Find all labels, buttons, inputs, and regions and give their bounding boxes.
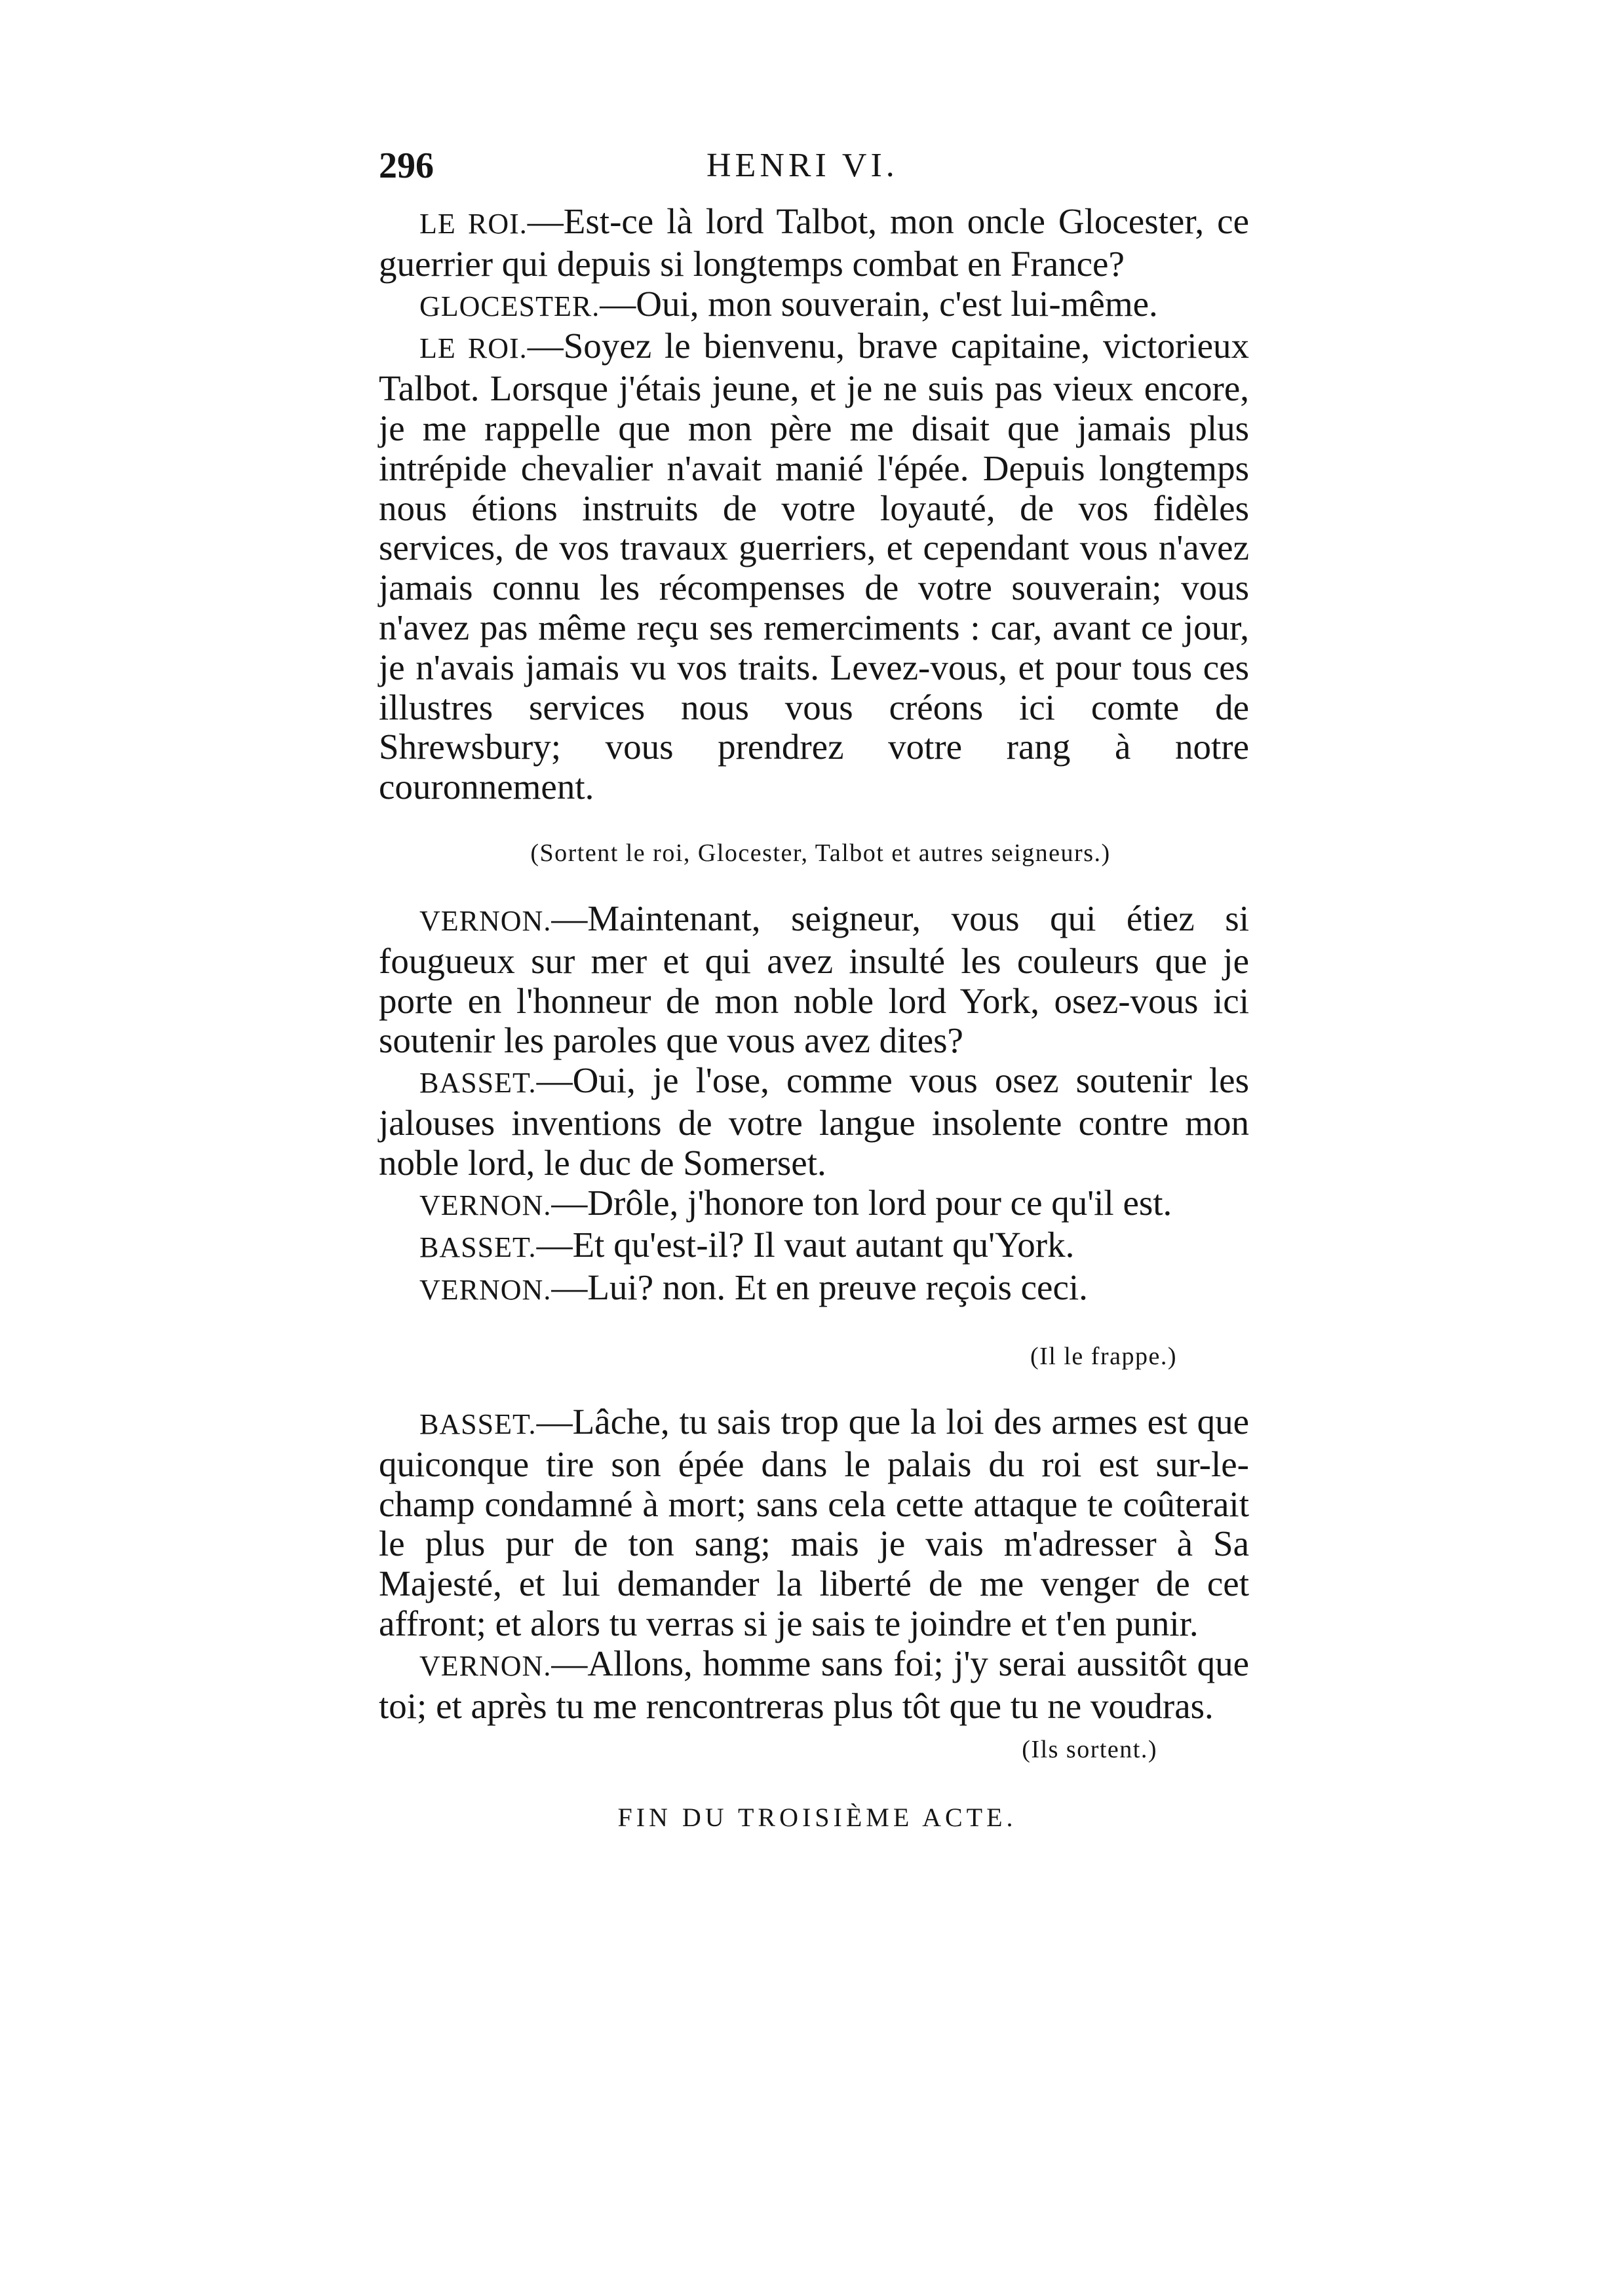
speaker-name: VERNON.: [419, 1274, 552, 1307]
speech-text: —Soyez le bienvenu, brave capitaine, victorieux Talbot. Lorsque j'étais jeune, et je ne suis pas vieux encore, je me rappelle que mon père me disait que jamais plus intrépide chevalier n'avait manié l'épée. Depuis longtemps nous étions instruits de votre loyauté, de vos fidèles services, de vos travaux guerriers, et cependant vous n'avez jamais connu les récompenses de votre souverain; vous n'avez pas même reçu ses remerciments : car, avant ce jour, je n'avais jamais vu vos traits. Levez-vous, et pour tous ces illustres services nous vous créons ici comte de Shrewsbury; vous prendrez votre rang à notre couronnement.: [379, 326, 1249, 807]
act-end-line: FIN DU TROISIÈME ACTE.: [617, 1803, 1017, 1833]
speech-text: —Lui? non. Et en preuve reçois ceci.: [551, 1267, 1088, 1308]
dialogue-paragraph: [379, 1268, 1249, 1311]
speech-text: —Et qu'est-il? Il vaut autant qu'York.: [536, 1225, 1075, 1265]
dialogue-paragraph: [379, 1061, 1249, 1183]
speaker-name: BASSET.: [419, 1231, 537, 1264]
speaker-name: BASSET.: [419, 1407, 537, 1440]
speaker-name: VERNON.: [419, 1649, 552, 1682]
speech-text: —Est-ce là lord Talbot, mon oncle Glocester, ce guerrier qui depuis si longtemps combat en France?: [379, 201, 1250, 284]
speech-text: —Allons, homme sans foi; j'y serai aussitôt que toi; et après tu me rencontreras plus tôt que tu ne voudras.: [379, 1643, 1249, 1726]
speaker-name: BASSET.: [419, 1067, 537, 1100]
dialogue-paragraph: [379, 1644, 1249, 1727]
speaker-name: GLOCESTER.: [419, 290, 600, 322]
play-text: [379, 202, 1249, 1864]
speaker-name: LE ROI.: [419, 208, 528, 240]
speaker-name: VERNON.: [419, 1189, 552, 1221]
dialogue-paragraph: [379, 1225, 1249, 1268]
running-head: [379, 136, 1249, 195]
speech-text: —Drôle, j'honore ton lord pour ce qu'il est.: [551, 1182, 1172, 1223]
speaker-name: LE ROI.: [419, 332, 528, 365]
speech-text: —Lâche, tu sais trop que la loi des armes est que quiconque tire son épée dans le palais du roi est sur-le-champ condamné à mort; sans cela cette attaque te coûterait le plus pur de ton sang; mais je vais m'adresser à Sa Majesté, et lui demander la liberté de me venger de cet affront; et alors tu verras si je sais te joindre et t'en punir.: [379, 1401, 1249, 1643]
dialogue-paragraph: [379, 326, 1249, 807]
dialogue-paragraph: [379, 202, 1249, 284]
stage-direction: (Il le frappe.): [1030, 1342, 1177, 1370]
speech-text: —Oui, je l'ose, comme vous osez soutenir les jalouses inventions de votre langue insolente contre mon noble lord, le duc de Somerset.: [379, 1060, 1249, 1183]
dialogue-paragraph: [379, 1402, 1249, 1644]
speech-text: —Maintenant, seigneur, vous qui étiez si fougueux sur mer et qui avez insulté les couleurs que je porte en l'honneur de mon noble lord York, osez-vous ici soutenir les paroles que vous avez dites?: [379, 898, 1249, 1061]
speech-text: —Oui, mon souverain, c'est lui-même.: [600, 283, 1158, 324]
speaker-name: VERNON.: [419, 904, 552, 937]
running-title: HENRI VI.: [706, 147, 898, 184]
dialogue-paragraph: [379, 899, 1249, 1061]
dialogue-paragraph: [379, 1183, 1249, 1226]
dialogue-paragraph: [379, 284, 1249, 327]
stage-direction: (Sortent le roi, Glocester, Talbot et autres seigneurs.): [530, 839, 1111, 867]
stage-direction: (Ils sortent.): [1022, 1736, 1157, 1764]
page-number: 296: [379, 145, 434, 186]
